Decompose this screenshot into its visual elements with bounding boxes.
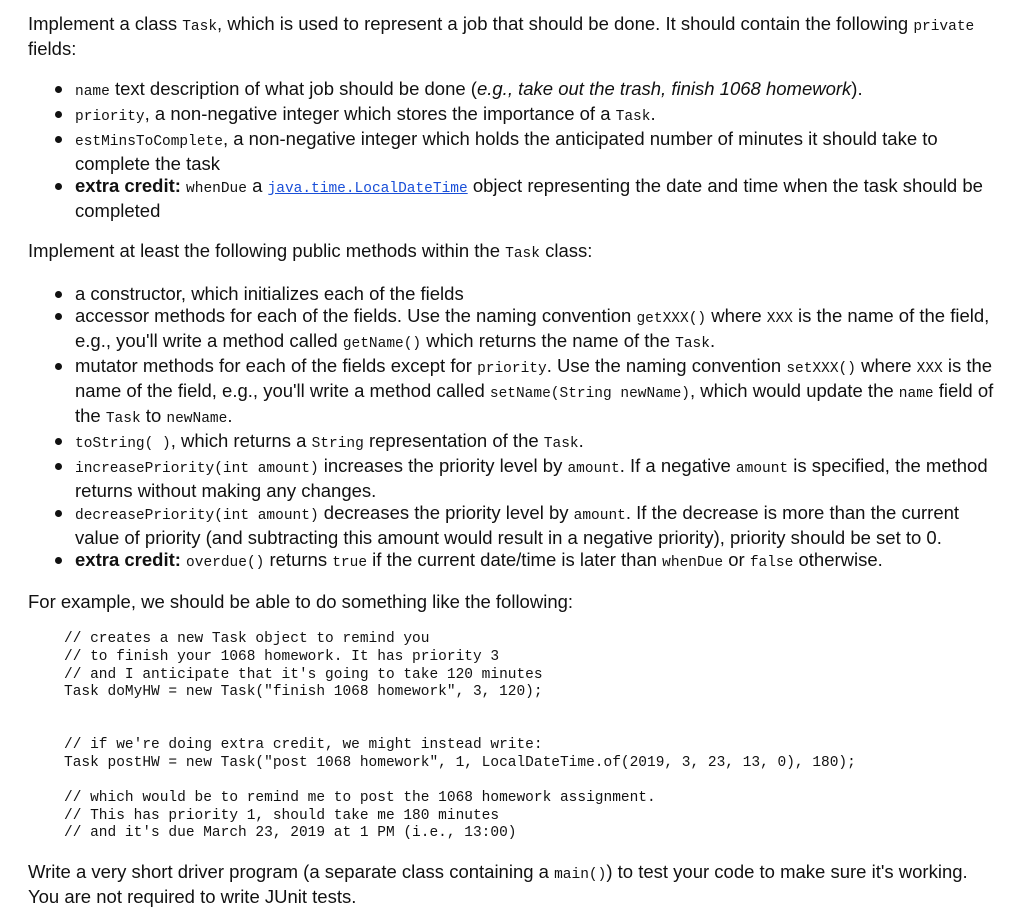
driver-paragraph: Write a very short driver program (a separate class containing a main()) to test your code to make sure it's working. You are not required to write JUnit tests. xyxy=(28,861,968,908)
field-item-name: name text description of what job should be done (e.g., take out the trash, finish 1068 homework). xyxy=(75,78,996,103)
field-item-est-mins: estMinsToComplete, a non-negative integer which holds the anticipated number of minutes it should take to complete the task xyxy=(75,128,996,175)
code-block-basic: // creates a new Task object to remind you // to finish your 1068 homework. It has priority 3 // and I anticipate that it's going to take 120 minutes Task doMyHW = new Task("finish 1068 homework", 3, 120); xyxy=(64,631,543,701)
fields-list xyxy=(28,78,996,222)
task-class-code: Task xyxy=(182,19,218,35)
method-item-tostring: toString( ), which returns a String representation of the Task. xyxy=(75,430,996,455)
example-intro-paragraph: For example, we should be able to do something like the following: xyxy=(28,591,574,612)
field-item-priority: priority, a non-negative integer which stores the importance of a Task. xyxy=(75,103,996,128)
localdatetime-link[interactable]: java.time.LocalDateTime xyxy=(267,181,468,197)
private-keyword-code: private xyxy=(913,19,975,35)
method-item-overdue: extra credit: overdue() returns true if the current date/time is later than whenDue or false otherwise. xyxy=(75,549,996,574)
method-item-constructor: a constructor, which initializes each of the fields xyxy=(75,283,996,305)
method-item-increase-priority: increasePriority(int amount) increases the priority level by amount. If a negative amount is specified, the method returns without making any changes. xyxy=(75,455,996,502)
field-item-when-due: extra credit: whenDue a java.time.LocalDateTime object representing the date and time when the task should be completed xyxy=(75,175,996,222)
code-block-comments: // which would be to remind me to post the 1068 homework assignment. // This has priority 1, should take me 180 minutes // and it's due March 23, 2019 at 1 PM (i.e., 13:00) xyxy=(64,789,656,842)
code-spacer xyxy=(28,702,996,719)
code-block-extra-credit: // if we're doing extra credit, we might instead write: Task postHW = new Task("post 1068 homework", 1, LocalDateTime.of(2019, 3, 23, 13, 0), 180); xyxy=(64,737,856,771)
method-item-decrease-priority: decreasePriority(int amount) decreases the priority level by amount. If the decrease is more than the current value of priority (and subtracting this amount would result in a negative priority), priority should be set to 0. xyxy=(75,502,996,549)
methods-list xyxy=(28,283,996,574)
method-item-mutator: mutator methods for each of the fields except for priority. Use the naming convention setXXX() where XXX is the name of the field, e.g., you'll write a method called setName(String newName), which would update the name field of the Task to newName. xyxy=(75,355,996,430)
methods-intro-paragraph: Implement at least the following public methods within the Task class: xyxy=(28,240,593,262)
intro-paragraph: Implement a class Task, which is used to represent a job that should be done. It should contain the following private fields: xyxy=(28,13,975,59)
method-item-accessor: accessor methods for each of the fields. Use the naming convention getXXX() where XXX is the name of the field, e.g., you'll write a method called getName() which returns the name of the Task. xyxy=(75,305,996,355)
